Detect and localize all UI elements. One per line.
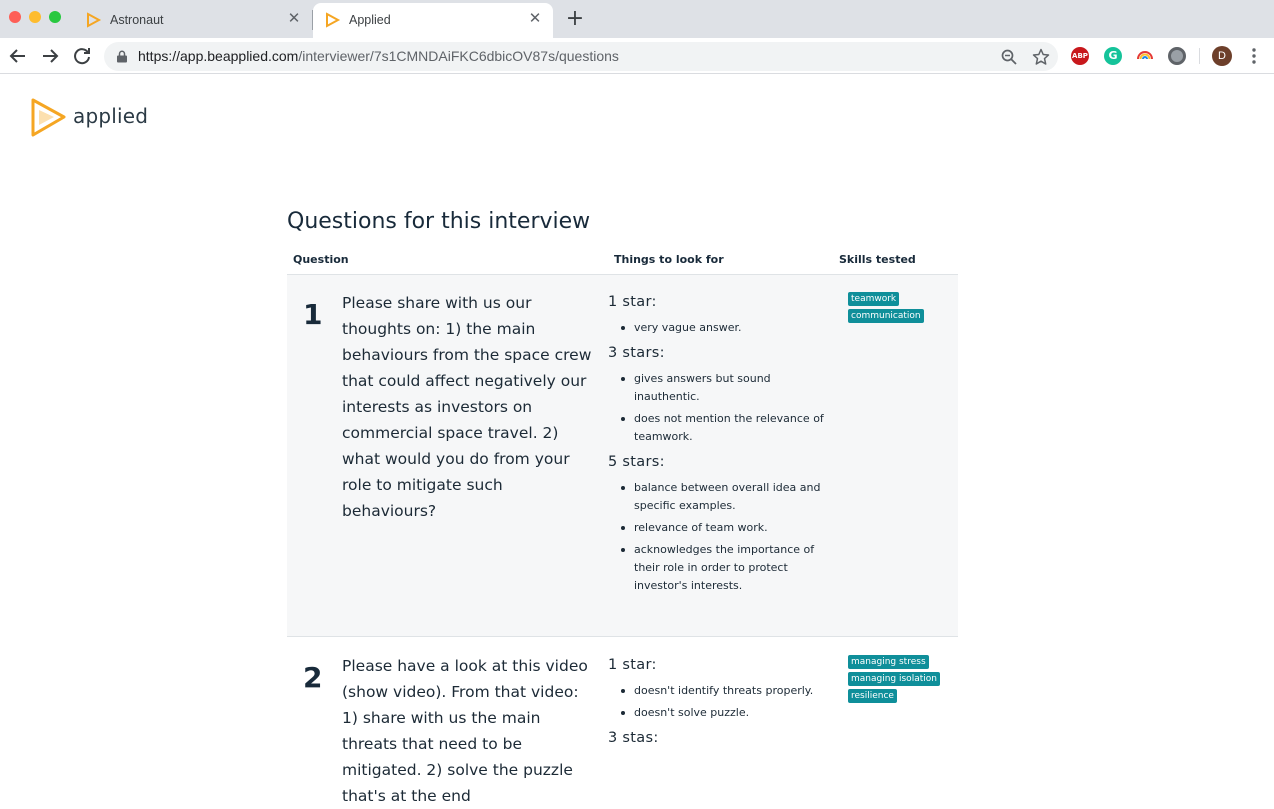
arrow-right-icon: [38, 44, 62, 68]
toolbar-separator: [1199, 48, 1200, 64]
grammarly-extension-icon[interactable]: G: [1104, 47, 1122, 65]
circle-extension-icon[interactable]: [1168, 47, 1186, 65]
url-path: /interviewer/7s1CMNDAiFKC6dbicOV87s/questions: [298, 48, 619, 64]
lock-icon: [116, 50, 128, 63]
tab-label: Astronaut: [110, 13, 164, 27]
url-text: [138, 48, 619, 64]
url-host: https://app.beapplied.com: [138, 48, 299, 64]
new-tab-button[interactable]: +: [565, 6, 585, 31]
skills-tested: [848, 655, 958, 706]
question-number: 1: [303, 298, 323, 331]
criteria-heading: 1 star:: [608, 657, 657, 673]
tab-applied[interactable]: [313, 3, 553, 38]
browser-toolbar: [0, 38, 1274, 74]
criteria-list: [608, 370, 828, 446]
reload-icon: [70, 44, 94, 68]
column-header-question: Question: [293, 253, 349, 266]
criteria-list: [608, 479, 828, 595]
logo-text: applied: [73, 104, 149, 128]
window-minimize-button[interactable]: [29, 11, 41, 23]
criteria-item: doesn't solve puzzle.: [608, 704, 828, 722]
skill-tag: managing stress: [848, 655, 929, 669]
criteria-heading: 3 stars:: [608, 345, 665, 361]
question-row: [287, 638, 958, 805]
column-header-skills: Skills tested: [839, 253, 916, 266]
window-maximize-button[interactable]: [49, 11, 61, 23]
adblock-extension-icon[interactable]: ABP: [1071, 47, 1089, 65]
criteria-list: [608, 682, 828, 722]
things-to-look-for: [608, 294, 828, 603]
criteria-item: gives answers but sound inauthentic.: [608, 370, 828, 406]
criteria-item: does not mention the relevance of teamwork.: [608, 410, 828, 446]
skill-tag: teamwork: [848, 292, 899, 306]
criteria-item: relevance of team work.: [608, 519, 828, 537]
things-to-look-for: [608, 657, 828, 755]
window-close-button[interactable]: [9, 11, 21, 23]
criteria-item: acknowledges the importance of their role in order to protect investor's interests.: [608, 541, 828, 595]
question-text: Please have a look at this video (show video). From that video: 1) share with us the main threats that need to be mitigated. 2) solve the puzzle that's at the end: [342, 657, 588, 805]
browser-tab-bar: [0, 0, 1274, 38]
rainbow-extension-icon[interactable]: [1136, 47, 1154, 65]
applied-favicon-icon: [86, 13, 100, 27]
criteria-heading: 5 stars:: [608, 454, 665, 470]
tab-astronaut[interactable]: [74, 3, 312, 38]
profile-avatar[interactable]: D: [1212, 46, 1232, 66]
criteria-item: doesn't identify threats properly.: [608, 682, 828, 700]
address-bar[interactable]: [104, 42, 1058, 71]
reload-button[interactable]: [70, 44, 94, 68]
criteria-heading: 3 stas:: [608, 730, 659, 746]
applied-favicon-icon: [325, 13, 339, 27]
question-row: [287, 275, 958, 637]
skill-tag: communication: [848, 309, 924, 323]
page-title: Questions for this interview: [287, 209, 591, 234]
skills-tested: [848, 292, 958, 326]
criteria-item: very vague answer.: [608, 319, 828, 337]
menu-dots-icon[interactable]: [1246, 46, 1262, 66]
tab-label: Applied: [349, 13, 391, 27]
tab-close-icon[interactable]: ✕: [287, 10, 301, 27]
arrow-left-icon: [6, 44, 30, 68]
criteria-item: balance between overall idea and specific examples.: [608, 479, 828, 515]
question-number: 2: [303, 661, 323, 694]
column-header-look-for: Things to look for: [614, 253, 724, 266]
criteria-list: [608, 319, 828, 337]
criteria-heading: 1 star:: [608, 294, 657, 310]
skill-tag: managing isolation: [848, 672, 940, 686]
zoom-icon[interactable]: [1000, 48, 1018, 66]
tab-close-icon[interactable]: ✕: [528, 10, 542, 27]
skill-tag: resilience: [848, 689, 897, 703]
forward-button[interactable]: [38, 44, 62, 68]
bookmark-star-icon[interactable]: [1032, 48, 1050, 66]
back-button[interactable]: [6, 44, 30, 68]
question-text: Please share with us our thoughts on: 1) the main behaviours from the space crew that could affect negatively our interests as investors on commercial space travel. 2) what would you do from your role to mitigate such behaviours?: [342, 294, 592, 520]
